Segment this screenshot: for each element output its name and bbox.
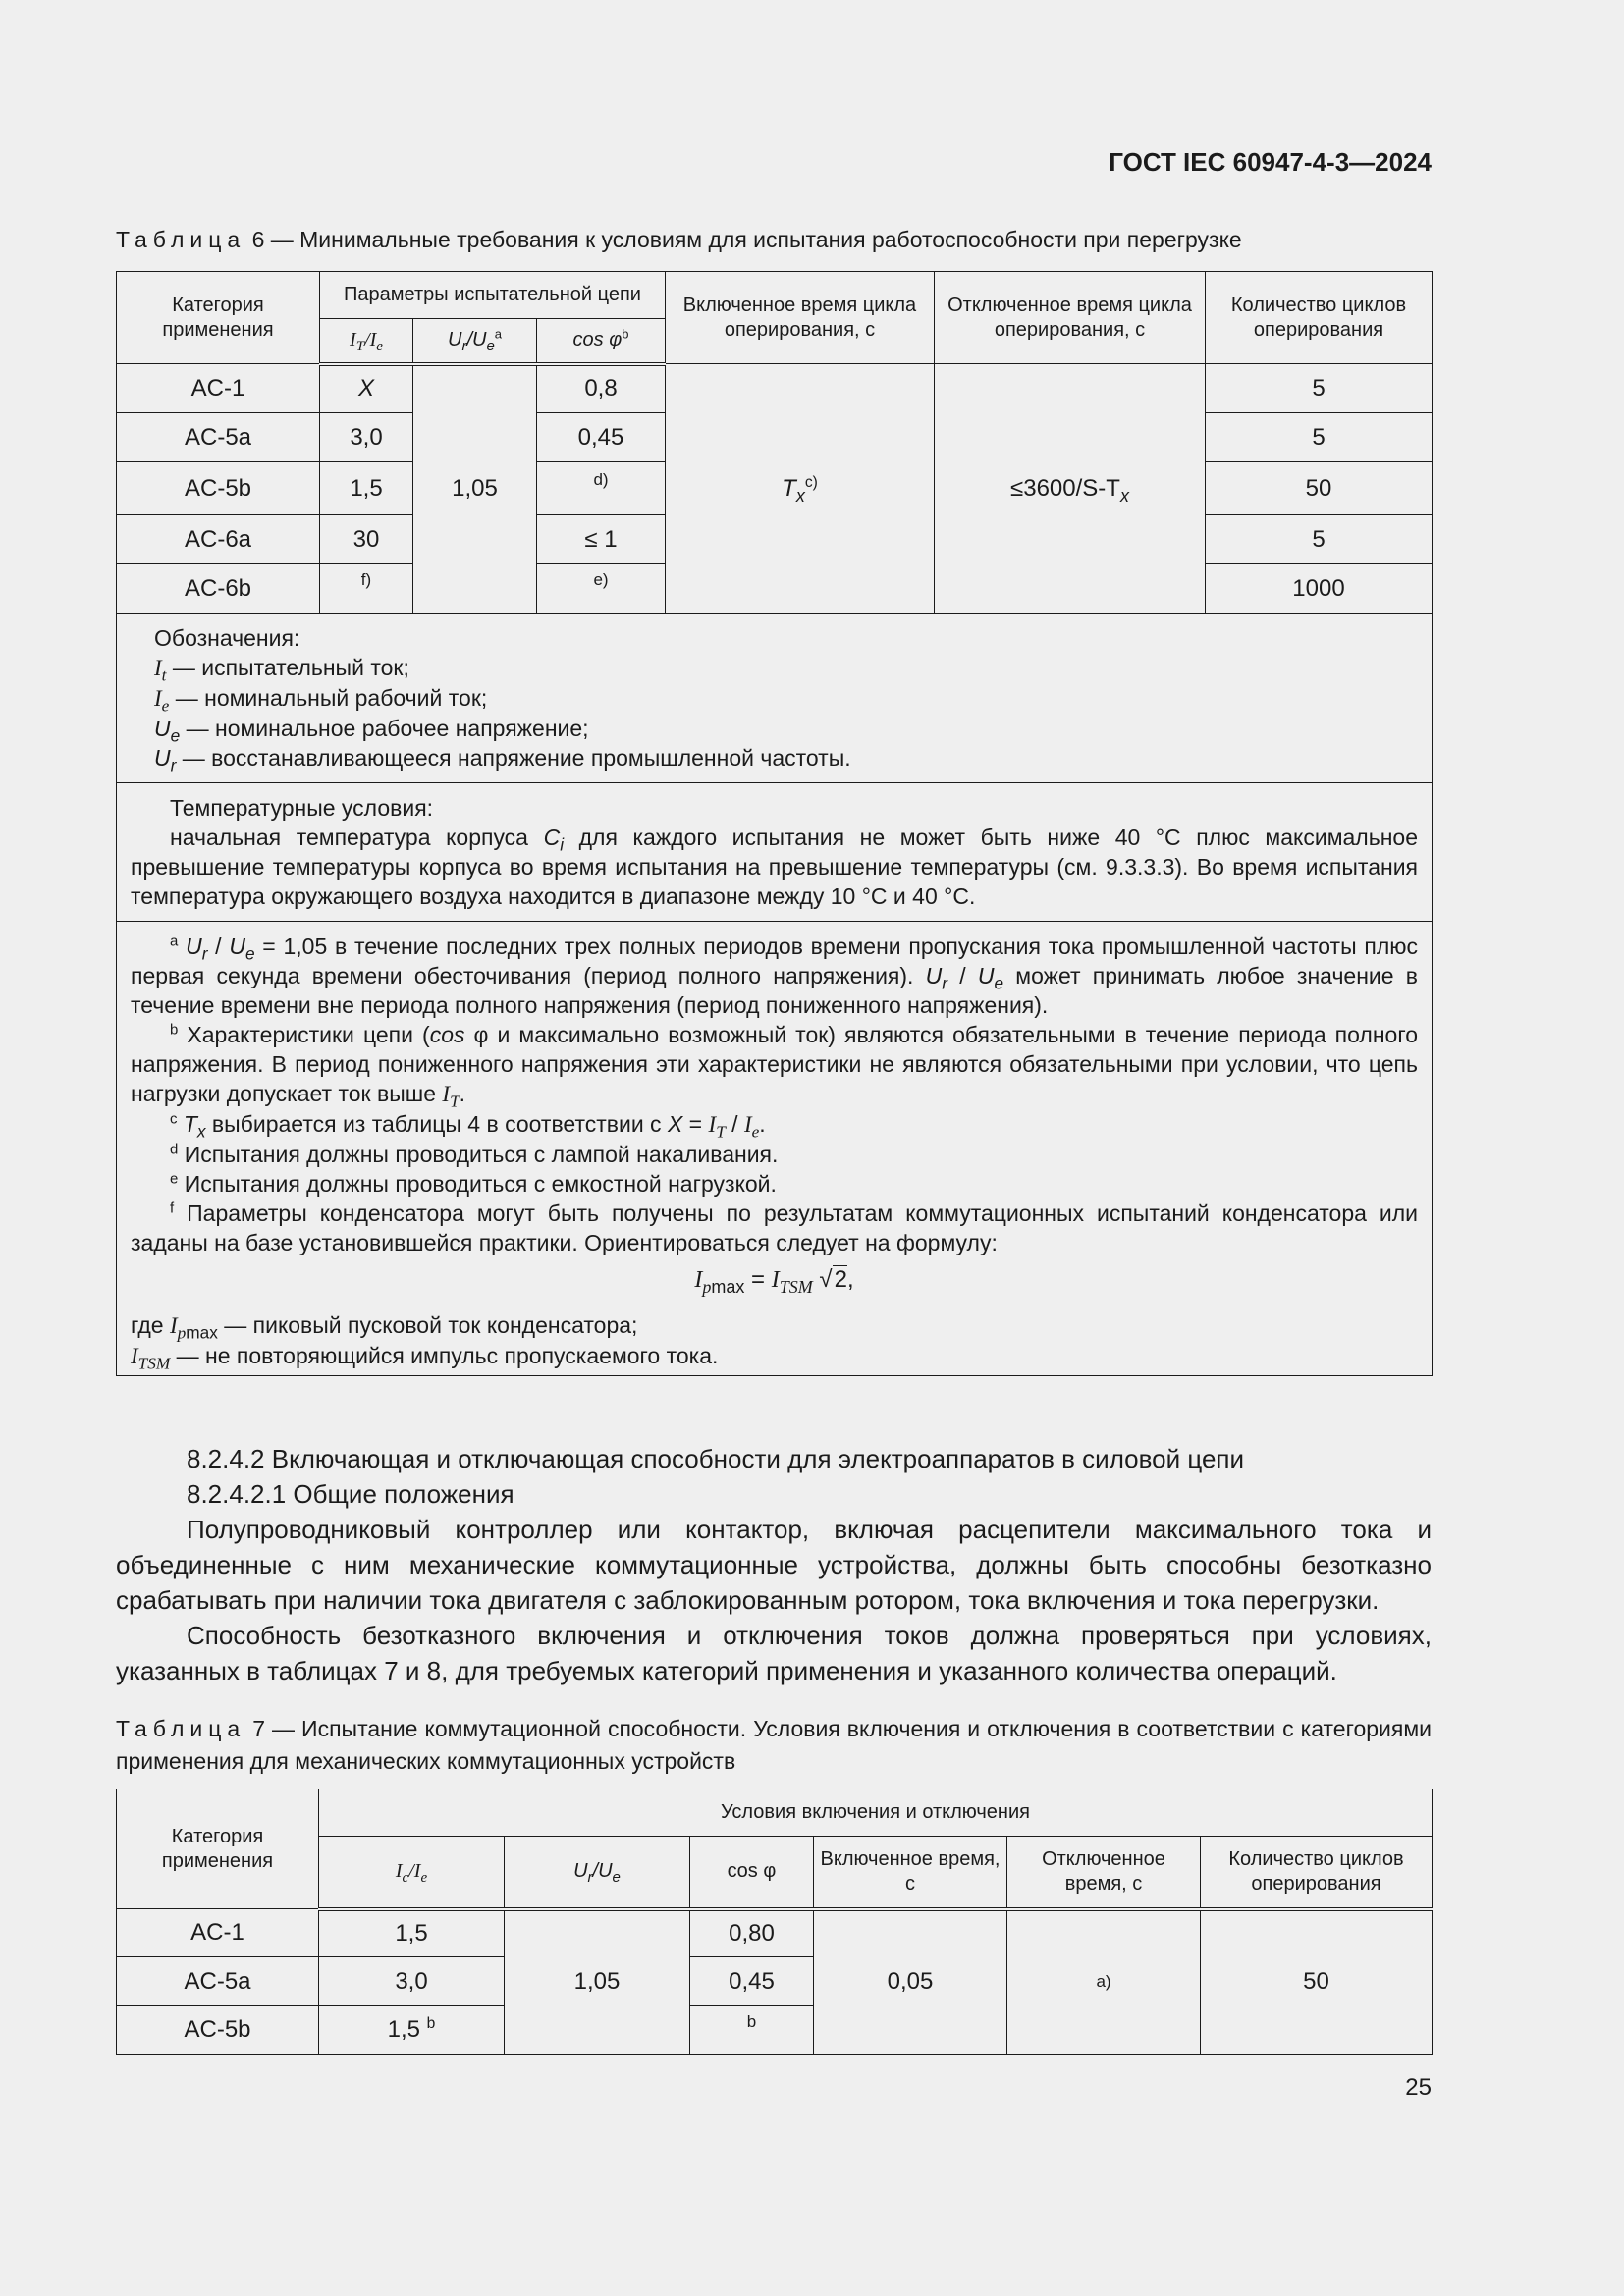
t6-footnotes bbox=[117, 922, 1433, 1376]
where-2: $I_{TSM}$ — не повторяющийся импульс пропускаемого тока. bbox=[131, 1343, 719, 1373]
t6-header-category: Категория применения bbox=[117, 272, 320, 364]
t7-off-time: a) bbox=[1007, 1909, 1201, 2055]
t6-cos: d) bbox=[537, 462, 666, 515]
t7-ur-ue: 1,05 bbox=[505, 1909, 690, 2055]
t6-temperature: Температурные условия: начальная температура корпуса $C_i$ для каждого испытания не может быть ниже 40 °С плюс максимальное превышение температуры корпуса во время испытания на превышение температуры (см. 9.3.3.3). Во время испытания температура окружающего воздуха находится в диапазоне между 10 °С и 40 °С. bbox=[117, 783, 1433, 922]
t6-header-on-time: Включенное время цикла оперирования, с bbox=[666, 272, 935, 364]
t7-header-off: Отключенное время, с bbox=[1007, 1837, 1201, 1909]
t6-cos: 0,8 bbox=[537, 364, 666, 413]
t6-cycles: 1000 bbox=[1206, 564, 1433, 614]
t6-cycles: 5 bbox=[1206, 364, 1433, 413]
t7-header-ic-ie: $I_c/I_e$ bbox=[319, 1837, 505, 1909]
t7-cycles: 50 bbox=[1201, 1909, 1433, 2055]
footnote-d: $^d$ Испытания должны проводиться с лампой накаливания. bbox=[170, 1141, 779, 1167]
footnote-e: $^e$ Испытания должны проводиться с емкостной нагрузкой. bbox=[170, 1170, 777, 1197]
table7-caption: Таблица 7 — Испытание коммутационной способности. Условия включения и отключения в соответствии с категориями применения для механических коммутационных устройств bbox=[116, 1716, 1432, 1774]
t6-cycles: 5 bbox=[1206, 413, 1433, 462]
t6-it: 30 bbox=[320, 515, 413, 564]
table6-caption: Таблица 6 — Минимальные требования к условиям для испытания работоспособности при перегрузке bbox=[116, 227, 1242, 252]
t6-notation: Обозначения: $I_t$ — испытательный ток; $I_e$ — номинальный рабочий ток; $U_e$ — номинальное рабочее напряжение; $U_r$ — восстанавливающееся напряжение промышленной частоты. bbox=[117, 614, 1433, 783]
t7-header-on: Включенное время, с bbox=[814, 1837, 1007, 1909]
t7-cat: AC-5b bbox=[117, 2006, 319, 2055]
footnote-f: $^f$ Параметры конденсатора могут быть получены по результатам коммутационных испытаний конденсатора или заданы на базе установившейся практики. Ориентироваться следует на формулу: bbox=[131, 1200, 1418, 1255]
t7-header-conditions: Условия включения и отключения bbox=[319, 1789, 1433, 1837]
t6-it: X bbox=[320, 364, 413, 413]
t6-cos: 0,45 bbox=[537, 413, 666, 462]
t6-cat: AC-6a bbox=[117, 515, 320, 564]
t6-ur-ue: 1,05 bbox=[413, 364, 537, 614]
paragraph: Полупроводниковый контроллер или контактор, включая расцепители максимального тока и объединенные с ним механические коммутационные устройства, должны быть способны безотказно срабатывать при наличии тока двигателя с заблокированным ротором, тока включения и тока перегрузки. bbox=[116, 1515, 1432, 1615]
t6-cycles: 50 bbox=[1206, 462, 1433, 515]
t6-cos: ≤ 1 bbox=[537, 515, 666, 564]
footnote-c: $^c$ $T_x$ выбирается из таблицы 4 в соответствии с $X = I_T / I_e$. bbox=[170, 1110, 766, 1142]
body-text bbox=[116, 1441, 1432, 1688]
t7-header-cos: cos φ bbox=[690, 1837, 814, 1909]
t6-it: 3,0 bbox=[320, 413, 413, 462]
t6-header-params: Параметры испытательной цепи bbox=[320, 272, 666, 319]
t6-it: f) bbox=[320, 564, 413, 614]
t7-cos: 0,45 bbox=[690, 1957, 814, 2006]
table7 bbox=[116, 1789, 1433, 2055]
t6-off-time: $\le 3600/S-T_x$ bbox=[935, 364, 1206, 614]
t7-ic: 3,0 bbox=[319, 1957, 505, 2006]
section-8-2-4-2: 8.2.4.2 Включающая и отключающая способности для электроаппаратов в силовой цепи bbox=[187, 1444, 1245, 1473]
t6-cat: AC-5a bbox=[117, 413, 320, 462]
footnote-b: $^b$ Характеристики цепи (cos φ и максимально возможный ток) являются обязательными в течение периода полного напряжения. В период пониженного напряжения эти характеристики не являются обязательными при условии, что цепь нагрузки допускает ток выше $I_T$. bbox=[131, 1021, 1418, 1111]
t7-on-time: 0,05 bbox=[814, 1909, 1007, 2055]
t6-cat: AC-1 bbox=[117, 364, 320, 413]
footnote-a: $^a$ $U_r / U_e = 1,05$ в течение последних трех полных периодов времени пропускания тока промышленной частоты плюс первая секунда времени обесточивания (период полного напряжения). $U_r / U_e$ может принимать любое значение в течение времени вне периода полного напряжения (период пониженного напряжения). bbox=[131, 933, 1418, 1018]
t6-header-off-time: Отключенное время цикла оперирования, с bbox=[935, 272, 1206, 364]
page-number: 25 bbox=[1405, 2074, 1432, 2101]
t6-header-it-ie: $I_T/I_e$ bbox=[320, 319, 413, 364]
t7-cos: b bbox=[690, 2006, 814, 2055]
t6-header-cycles: Количество циклов оперирования bbox=[1206, 272, 1433, 364]
t6-cos: e) bbox=[537, 564, 666, 614]
t6-header-cos: $\cos \varphi^b$ bbox=[537, 319, 666, 364]
t7-header-ur-ue: $U_r/U_e$ bbox=[505, 1837, 690, 1909]
table6 bbox=[116, 271, 1433, 1376]
t7-cat: AC-5a bbox=[117, 1957, 319, 2006]
t6-cat: AC-6b bbox=[117, 564, 320, 614]
t6-cat: AC-5b bbox=[117, 462, 320, 515]
formula: $I_{pmax} = I_{TSM}$ √2, bbox=[694, 1266, 854, 1297]
t7-cat: AC-1 bbox=[117, 1909, 319, 1957]
t6-on-time: $T_x^{c)}$ bbox=[666, 364, 935, 614]
t6-header-ur-ue: $U_r/U_e^a$ bbox=[413, 319, 537, 364]
t7-cos: 0,80 bbox=[690, 1909, 814, 1957]
where-1: где $I_{pmax}$ — пиковый пусковой ток конденсатора; bbox=[131, 1312, 638, 1343]
t6-it: 1,5 bbox=[320, 462, 413, 515]
t6-cycles: 5 bbox=[1206, 515, 1433, 564]
t7-ic: 1,5 $^b$ bbox=[319, 2006, 505, 2055]
document-code: ГОСТ IEC 60947-4-3—2024 bbox=[1109, 147, 1432, 177]
t7-ic: 1,5 bbox=[319, 1909, 505, 1957]
section-8-2-4-2-1: 8.2.4.2.1 Общие положения bbox=[187, 1479, 514, 1509]
paragraph: Способность безотказного включения и отключения токов должна проверяться при условиях, указанных в таблицах 7 и 8, для требуемых категорий применения и указанного количества операций. bbox=[116, 1621, 1432, 1685]
t7-header-category: Категория применения bbox=[117, 1789, 319, 1909]
t7-header-cycles: Количество циклов оперирования bbox=[1201, 1837, 1433, 1909]
